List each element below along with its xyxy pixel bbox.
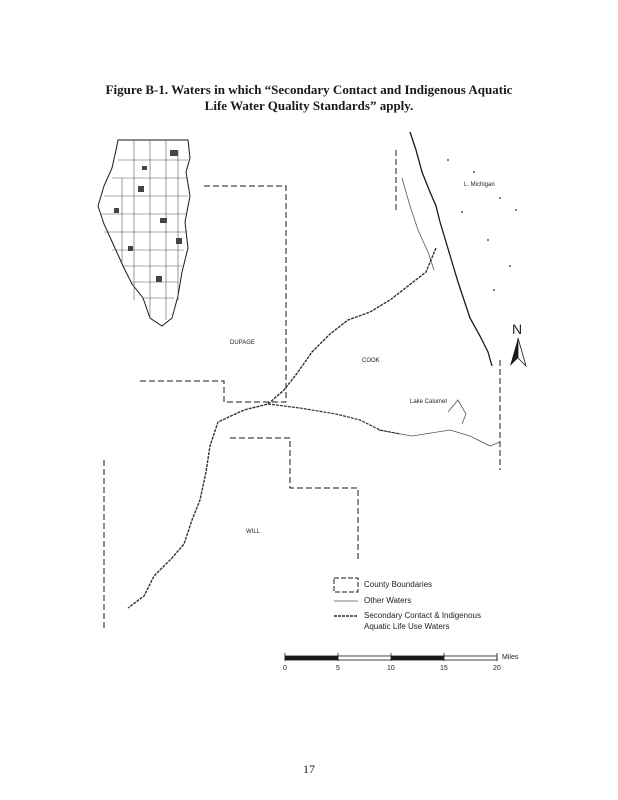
scale-tick-5: 5 [336,665,340,672]
scale-tick-0: 0 [283,665,287,672]
scale-bar [285,653,497,661]
legend-county-boundaries-label: County Boundaries [364,580,433,589]
calumet-sag-channel [268,404,400,434]
scale-tick-20: 20 [493,665,501,672]
county-label-dupage: DUPAGE [230,340,255,346]
lake-michigan-texture [447,159,517,291]
county-label-will: WILL [246,529,261,535]
lake-michigan-shoreline [410,132,492,366]
legend-county-boundaries-swatch [334,578,358,592]
legend-other-waters-label: Other Waters [364,596,412,605]
legend-secondary-waters-label-line2: Aquatic Life Use Waters [364,622,450,631]
north-arrow-icon [510,321,526,366]
page-number: 17 [303,762,315,776]
scale-unit: Miles [502,654,519,661]
legend [334,578,358,616]
scale-tick-10: 10 [387,665,395,672]
place-label-lake-michigan: L. Michigan [464,182,495,188]
secondary-contact-waters [128,248,436,608]
figure-title-line1: Figure B-1. Waters in which “Secondary Contact and Indigenous Aquatic [105,82,513,97]
place-label-lake-calumet: Lake Calumet [410,399,448,405]
county-label-cook: COOK [362,358,380,364]
illinois-inset-map [98,140,190,326]
legend-secondary-waters-label-line1: Secondary Contact & Indigenous [364,611,481,620]
figure-title-line2: Life Water Quality Standards” apply. [204,98,414,113]
scale-tick-15: 15 [440,665,448,672]
north-arrow-label: N [512,321,523,337]
